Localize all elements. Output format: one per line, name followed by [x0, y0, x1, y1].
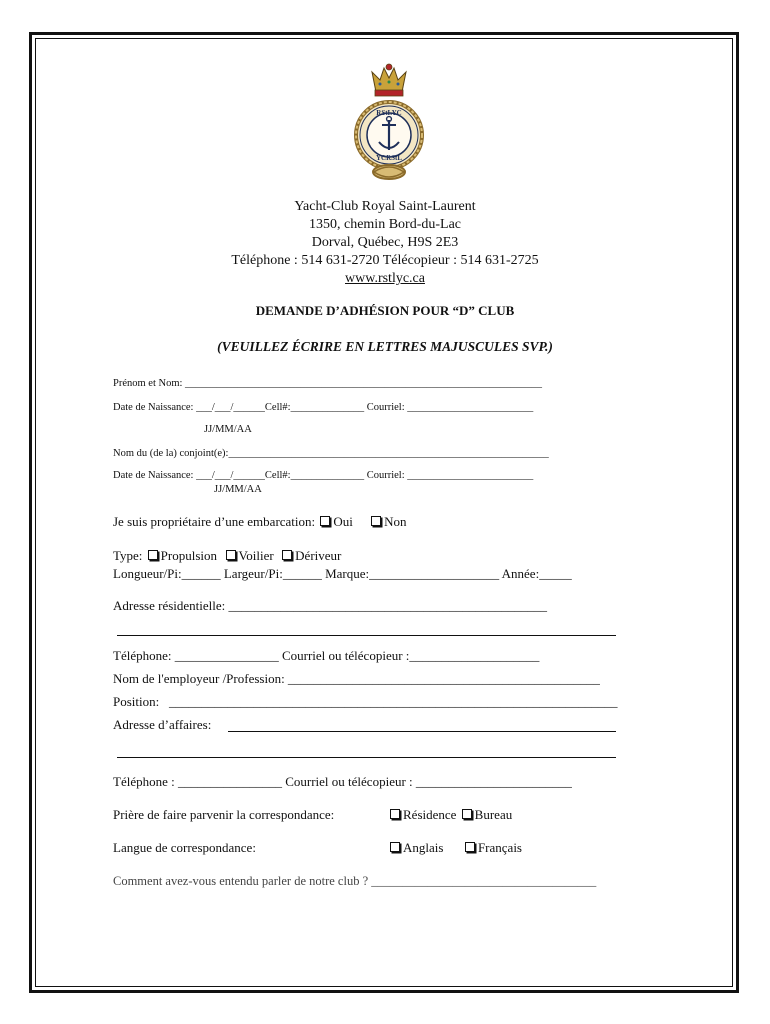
type-deriveur-label: Dériveur	[295, 548, 342, 563]
lang-anglais-checkbox[interactable]	[390, 842, 400, 852]
owner-no-label: Non	[384, 514, 407, 529]
business-address-line[interactable]	[228, 731, 616, 732]
language-label: Langue de correspondance:	[113, 840, 256, 855]
club-city: Dorval, Québec, H9S 2E3	[311, 235, 459, 250]
lang-anglais-label: Anglais	[403, 840, 444, 855]
boat-owner-label: Je suis propriétaire d’une embarcation:	[113, 514, 316, 529]
business-phone-email-line[interactable]: Téléphone : ________________ Courriel ou télécopieur : ________________________	[113, 774, 572, 789]
lang-francais-checkbox[interactable]	[465, 842, 475, 852]
spouse-name-line[interactable]: Nom du (de la) conjoint(e):_____________________________________________________________	[113, 448, 549, 459]
address-extra-line[interactable]	[117, 635, 616, 636]
form-instruction: (VEUILLEZ ÉCRIRE EN LETTRES MAJUSCULES SVP.)	[217, 339, 553, 354]
name-field-line[interactable]: Prénom et Nom: ____________________________________________________________________	[113, 378, 543, 389]
position-line[interactable]: Position: _____________________________________________________________________	[113, 694, 618, 709]
lang-francais-label: Français	[477, 840, 522, 855]
phone-email-line[interactable]: Téléphone: ________________ Courriel ou télécopieur :____________________	[113, 648, 540, 663]
club-street: 1350, chemin Bord-du-Lac	[308, 217, 461, 232]
crest-text-bottom: YCRStL	[375, 154, 403, 162]
corr-residence-checkbox[interactable]	[390, 809, 400, 819]
referral-line[interactable]: Comment avez-vous entendu parler de notre club ? ____________________________________	[113, 874, 597, 888]
owner-no-checkbox[interactable]	[371, 516, 381, 526]
corr-bureau-checkbox[interactable]	[462, 809, 472, 819]
business-address-label: Adresse d’affaires:	[113, 717, 212, 732]
club-phones: Téléphone : 514 631-2720 Télécopieur : 514 631-2725	[231, 253, 539, 268]
boat-type-label: Type:	[113, 548, 143, 563]
employer-profession-line[interactable]: Nom de l'employeur /Profession: ________________________________________________	[113, 671, 600, 686]
correspondence-options	[388, 807, 512, 823]
type-propulsion-checkbox[interactable]	[148, 550, 158, 560]
date-format-hint: JJ/MM/AA	[204, 424, 252, 435]
boat-type-row	[113, 548, 341, 564]
type-propulsion-label: Propulsion	[160, 548, 218, 563]
residential-address-line[interactable]: Adresse résidentielle: _________________________________________________	[113, 598, 548, 613]
business-address-extra-line[interactable]	[117, 757, 616, 758]
corr-bureau-label: Bureau	[474, 807, 513, 822]
type-deriveur-checkbox[interactable]	[282, 550, 292, 560]
owner-yes-label: Oui	[333, 514, 353, 529]
type-voilier-checkbox[interactable]	[226, 550, 236, 560]
type-voilier-label: Voilier	[238, 548, 274, 563]
boat-owner-row	[113, 514, 407, 530]
correspondence-label: Prière de faire parvenir la correspondance:	[113, 807, 335, 822]
boat-dimensions-line[interactable]: Longueur/Pi:______ Largeur/Pi:______ Marque:____________________ Année:_____	[113, 566, 572, 581]
club-name: Yacht-Club Royal Saint-Laurent	[294, 199, 476, 214]
spouse-dob-cell-email-line[interactable]: Date de Naissance: ___/___/______Cell#:______________ Courriel: ________________________	[113, 470, 534, 481]
dob-cell-email-line[interactable]: Date de Naissance: ___/___/______Cell#:______________ Courriel: ________________________	[113, 402, 534, 413]
date-format-hint-2: JJ/MM/AA	[214, 484, 262, 495]
crest-text-top: RStLYC	[376, 109, 402, 117]
club-crest-logo	[354, 62, 424, 188]
form-title: DEMANDE D’ADHÉSION POUR “D” CLUB	[255, 303, 515, 318]
language-options	[388, 840, 522, 856]
corr-residence-label: Résidence	[403, 807, 457, 822]
owner-yes-checkbox[interactable]	[320, 516, 330, 526]
club-website-link[interactable]: www.rstlyc.ca	[345, 271, 425, 286]
